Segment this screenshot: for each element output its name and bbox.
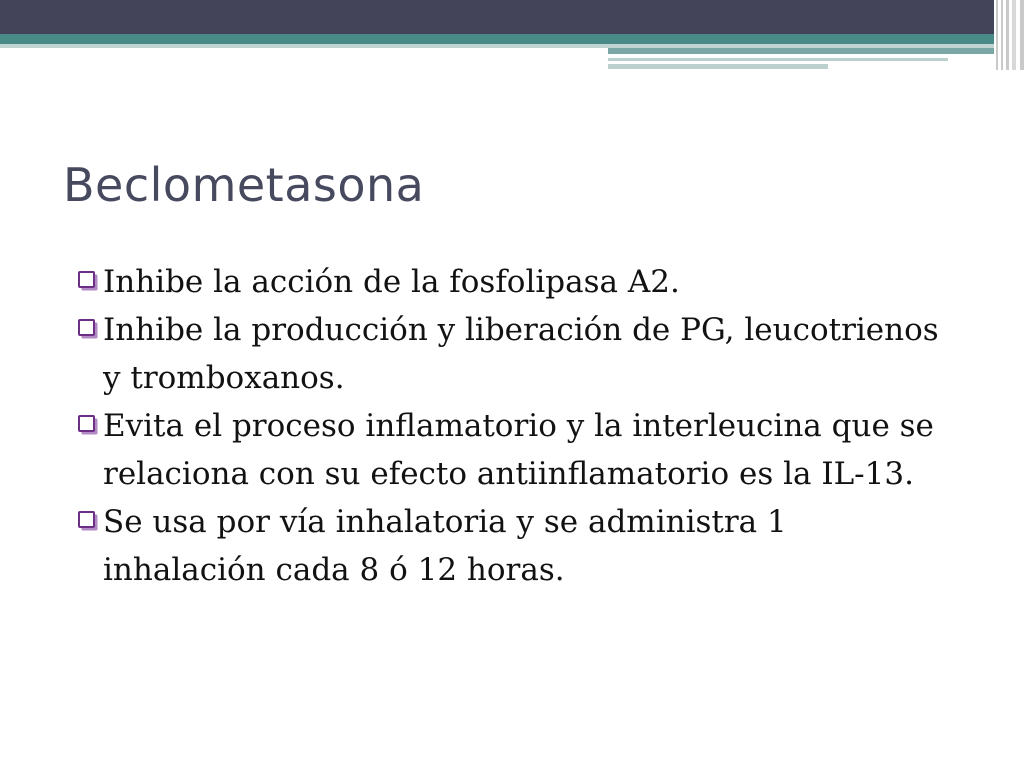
checkbox-bullet-icon bbox=[78, 271, 95, 288]
bullet-text: Inhibe la producción y liberación de PG, leucotrienos y tromboxanos. bbox=[103, 312, 939, 396]
bullet-item bbox=[76, 306, 956, 402]
bullet-item bbox=[76, 498, 956, 594]
bullet-text: Se usa por vía inhalatoria y se administra 1 inhalación cada 8 ó 12 horas. bbox=[103, 504, 787, 588]
bullet-item bbox=[76, 258, 956, 306]
header-accent-bar bbox=[608, 48, 1024, 54]
checkbox-bullet-icon bbox=[78, 511, 95, 528]
header-accent-line bbox=[608, 58, 948, 61]
bullet-list bbox=[76, 258, 956, 594]
header-bar-teal bbox=[0, 34, 1024, 44]
header-bar-dark bbox=[0, 0, 1024, 34]
header-accent-line-short bbox=[608, 64, 828, 69]
bullet-item bbox=[76, 402, 956, 498]
slide-title: Beclometasona bbox=[63, 158, 425, 212]
bullet-text: Inhibe la acción de la fosfolipasa A2. bbox=[103, 264, 680, 300]
bullet-text: Evita el proceso inflamatorio y la interleucina que se relaciona con su efecto antiinflamatorio es la IL-13. bbox=[103, 408, 934, 492]
checkbox-bullet-icon bbox=[78, 319, 95, 336]
header-vertical-stripes bbox=[994, 0, 1024, 70]
checkbox-bullet-icon bbox=[78, 415, 95, 432]
